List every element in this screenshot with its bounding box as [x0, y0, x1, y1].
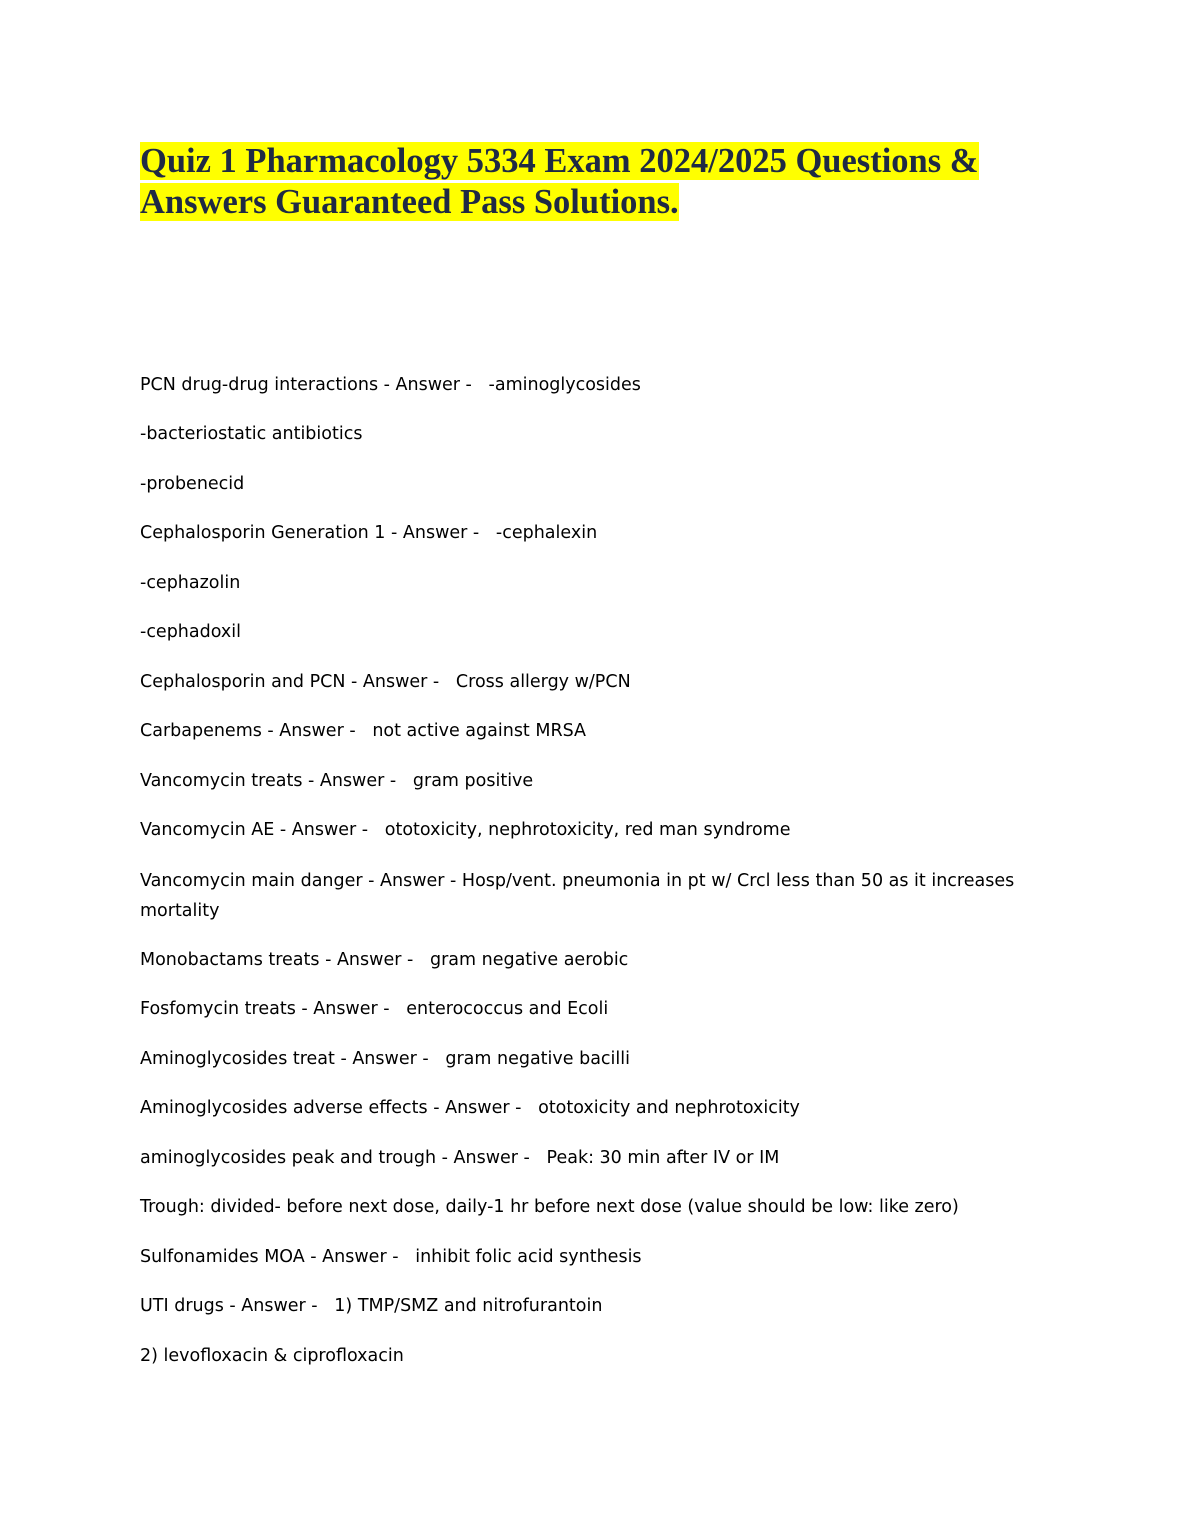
qa-line: Vancomycin treats - Answer - gram positive [140, 770, 534, 791]
qa-line: aminoglycosides peak and trough - Answer - Peak: 30 min after IV or IM [140, 1147, 780, 1168]
qa-line: -probenecid [140, 473, 245, 494]
document-title [140, 141, 1040, 223]
qa-line: PCN drug-drug interactions - Answer - -aminoglycosides [140, 375, 641, 395]
qa-line: -bacteriostatic antibiotics [140, 424, 363, 445]
qa-line: Fosfomycin treats - Answer - enterococcus and Ecoli [140, 999, 609, 1020]
title-block [140, 141, 1040, 223]
qa-line: Aminoglycosides adverse effects - Answer - ototoxicity and nephrotoxicity [140, 1098, 800, 1119]
qa-line: Monobactams treats - Answer - gram negative aerobic [140, 949, 629, 970]
qa-line: -cephazolin [140, 572, 241, 593]
document-title-highlight: Quiz 1 Pharmacology 5334 Exam 2024/2025 Questions & Answers Guaranteed Pass Solutions. [140, 142, 979, 221]
qa-line: Vancomycin AE - Answer - ototoxicity, nephrotoxicity, red man syndrome [140, 820, 791, 841]
qa-list [140, 371, 1040, 1391]
qa-line: Vancomycin main danger - Answer - Hosp/vent. pneumonia in pt w/ Crcl less than 50 as it increases mortality [140, 870, 1015, 921]
qa-line: Cephalosporin Generation 1 - Answer - -cephalexin [140, 523, 598, 544]
qa-line: Trough: divided- before next dose, daily-1 hr before next dose (value should be low: like zero) [140, 1197, 959, 1218]
qa-line: -cephadoxil [140, 622, 241, 643]
qa-line: Carbapenems - Answer - not active against MRSA [140, 721, 587, 742]
qa-line: Sulfonamides MOA - Answer - inhibit folic acid synthesis [140, 1246, 642, 1267]
qa-line: Cephalosporin and PCN - Answer - Cross allergy w/PCN [140, 671, 631, 692]
qa-line: UTI drugs - Answer - 1) TMP/SMZ and nitrofurantoin [140, 1296, 603, 1317]
qa-line: Aminoglycosides treat - Answer - gram negative bacilli [140, 1048, 630, 1069]
qa-line: 2) levofloxacin & ciprofloxacin [140, 1345, 404, 1366]
